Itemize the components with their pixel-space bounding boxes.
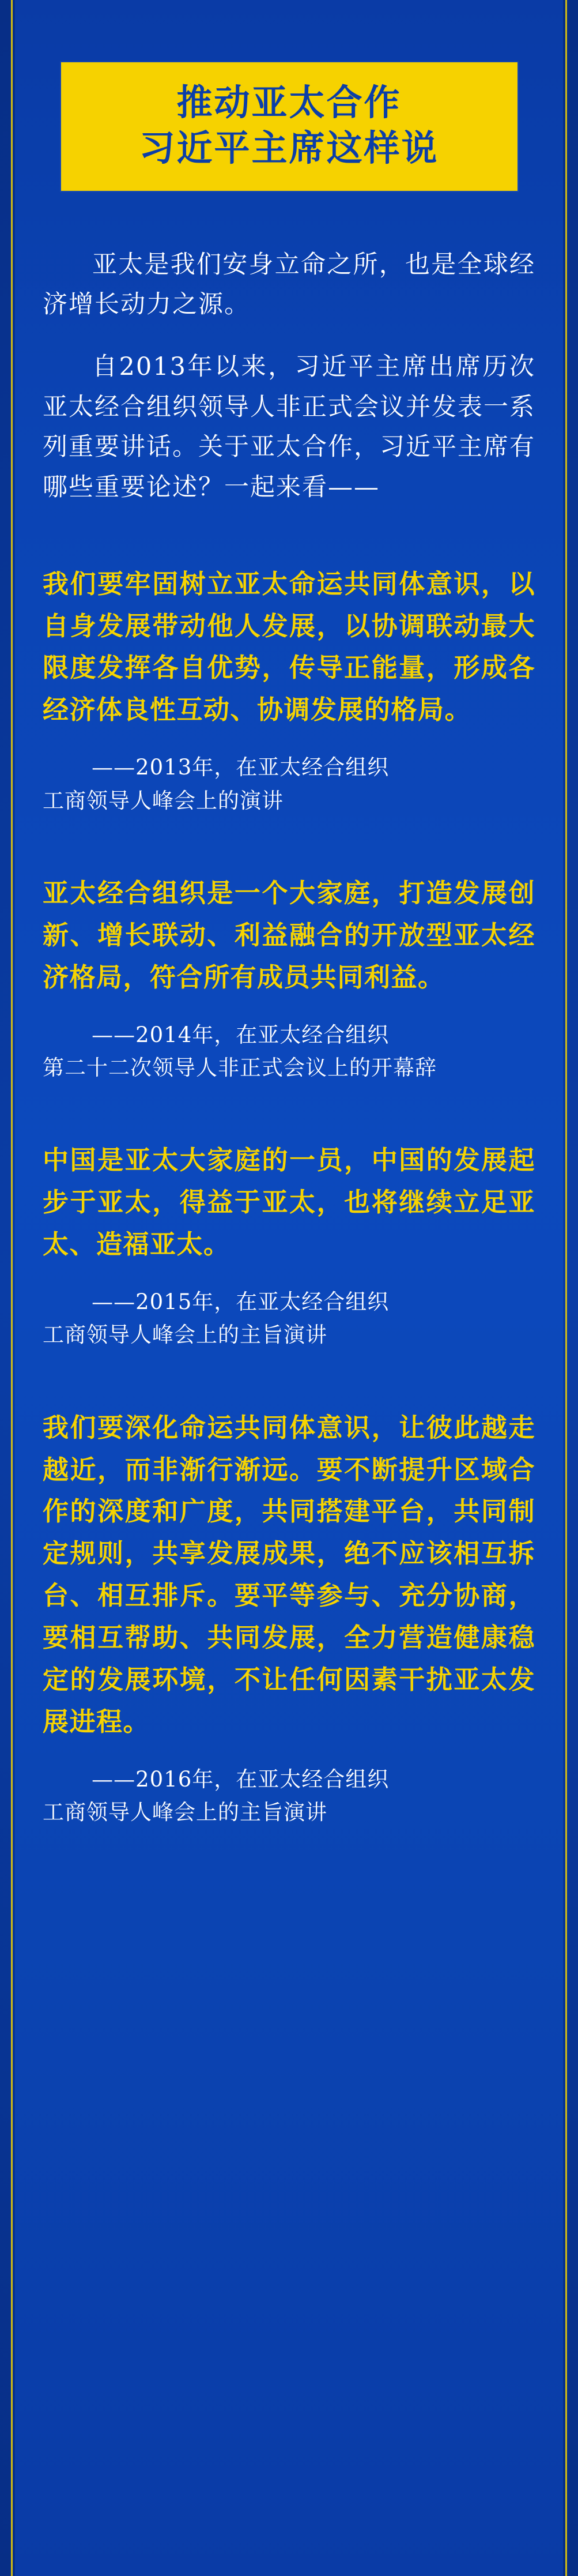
quote-attribution-line-2: 工商领导人峰会上的演讲: [43, 788, 284, 813]
quote-attribution: [43, 1763, 535, 1829]
quote-block-1: [43, 563, 535, 817]
quote-attribution-line-1: ——2015年，在亚太经合组织: [92, 1289, 390, 1314]
quote-text: 亚太经合组织是一个大家庭，打造发展创新、增长联动、利益融合的开放型亚太经济格局，符合所有成员共同利益。: [43, 877, 535, 992]
title-line-1: 推动亚太合作: [176, 81, 402, 123]
lead-paragraph-2: 自2013年以来，习近平主席出席历次亚太经合组织领导人非正式会议并发表一系列重要讲话。关于亚太合作，习近平主席有哪些重要论述？一起来看——: [43, 352, 535, 502]
quote-attribution: [43, 1285, 535, 1352]
quote-block-2: [43, 873, 535, 1084]
quote-attribution: [43, 751, 535, 817]
lead-paragraphs: [43, 245, 535, 508]
title-line-2: 习近平主席这样说: [139, 127, 439, 170]
quote-text: 我们要深化命运共同体意识，让彼此越走越近，而非渐行渐远。要不断提升区域合作的深度和广度，共同搭建平台，共同制定规则，共享发展成果，绝不应该相互拆台、相互排斥。要平等参与、充分协商，要相互帮助、共同发展，全力营造健康稳定的发展环境，不让任何因素干扰亚太发展进程。: [43, 1412, 535, 1737]
lead-paragraph-1: 亚太是我们安身立命之所，也是全球经济增长动力之源。: [43, 250, 535, 319]
quote-attribution-line-1: ——2013年，在亚太经合组织: [92, 755, 390, 780]
title-banner: [61, 62, 517, 191]
quote-attribution-line-1: ——2016年，在亚太经合组织: [92, 1766, 390, 1792]
title-banner-wrap: [43, 0, 535, 191]
quote-text: 我们要牢固树立亚太命运共同体意识，以自身发展带动他人发展，以协调联动最大限度发挥各自优势，传导正能量，形成各经济体良性互动、协调发展的格局。: [43, 568, 535, 725]
quote-block-4: [43, 1407, 535, 1829]
quote-block-3: [43, 1140, 535, 1351]
quote-text: 中国是亚太大家庭的一员，中国的发展起步于亚太，得益于亚太，也将继续立足亚太、造福亚太。: [43, 1145, 535, 1260]
quote-attribution-line-2: 第二十二次领导人非正式会议上的开幕辞: [43, 1055, 437, 1080]
quote-attribution-line-1: ——2014年，在亚太经合组织: [92, 1022, 390, 1047]
quote-attribution: [43, 1018, 535, 1085]
quote-attribution-line-2: 工商领导人峰会上的主旨演讲: [43, 1322, 327, 1348]
quote-attribution-line-2: 工商领导人峰会上的主旨演讲: [43, 1800, 327, 1825]
